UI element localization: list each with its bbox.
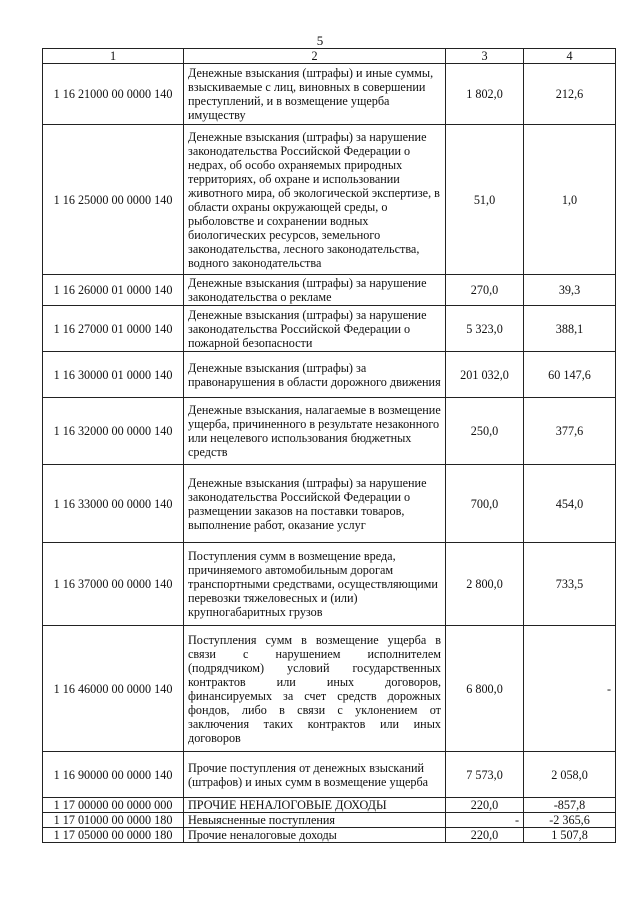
revenue-name: Денежные взыскания (штрафы) за нарушение законодательства о рекламе	[184, 275, 446, 306]
table-row	[43, 626, 616, 752]
revenue-table	[42, 48, 616, 843]
page-number: 5	[316, 33, 324, 48]
actual-value: 1 507,8	[524, 828, 616, 843]
plan-value: -	[446, 813, 524, 828]
actual-value: -	[524, 626, 616, 752]
budget-code: 1 16 26000 01 0000 140	[43, 275, 184, 306]
plan-value: 250,0	[446, 398, 524, 465]
table-row	[43, 752, 616, 798]
header-cell: 4	[524, 49, 616, 64]
revenue-name: Поступления сумм в возмещение вреда, причиняемого автомобильным дорогам транспортными средствами, осуществляющими перевозки тяжеловесных и (или) крупногабаритных грузов	[184, 543, 446, 626]
budget-code: 1 17 05000 00 0000 180	[43, 828, 184, 843]
table-row	[43, 398, 616, 465]
actual-value: 212,6	[524, 64, 616, 125]
actual-value: 39,3	[524, 275, 616, 306]
plan-value: 2 800,0	[446, 543, 524, 626]
revenue-name: Денежные взыскания (штрафы) за нарушение законодательства Российской Федерации о недрах, об особо охраняемых природных территориях, об охране и использовании животного мира, об экологической экспертизе, в области охраны окружающей среды, о рыболовстве и сохранении водных биологических ресурсов, земельного законодательства, лесного законодательства, водного законодательства	[184, 125, 446, 275]
actual-value: 60 147,6	[524, 352, 616, 398]
actual-value: 377,6	[524, 398, 616, 465]
revenue-name: Денежные взыскания (штрафы) за правонарушения в области дорожного движения	[184, 352, 446, 398]
budget-code: 1 16 90000 00 0000 140	[43, 752, 184, 798]
budget-code: 1 16 33000 00 0000 140	[43, 465, 184, 543]
table-row	[43, 125, 616, 275]
actual-value: 733,5	[524, 543, 616, 626]
revenue-name: Денежные взыскания (штрафы) за нарушение законодательства Российской Федерации о пожарной безопасности	[184, 306, 446, 352]
revenue-name: Денежные взыскания, налагаемые в возмещение ущерба, причиненного в результате незаконного или нецелевого использования бюджетных средств	[184, 398, 446, 465]
header-cell: 3	[446, 49, 524, 64]
budget-code: 1 16 27000 01 0000 140	[43, 306, 184, 352]
revenue-name: Прочие неналоговые доходы	[184, 828, 446, 843]
table-row	[43, 798, 616, 813]
revenue-name: Денежные взыскания (штрафы) за нарушение законодательства Российской Федерации о размещении заказов на поставки товаров, выполнение работ, оказание услуг	[184, 465, 446, 543]
plan-value: 6 800,0	[446, 626, 524, 752]
budget-code: 1 17 01000 00 0000 180	[43, 813, 184, 828]
revenue-name: ПРОЧИЕ НЕНАЛОГОВЫЕ ДОХОДЫ	[184, 798, 446, 813]
table-row	[43, 543, 616, 626]
table-row	[43, 465, 616, 543]
budget-code: 1 16 21000 00 0000 140	[43, 64, 184, 125]
actual-value: -857,8	[524, 798, 616, 813]
table-row	[43, 352, 616, 398]
budget-code: 1 16 32000 00 0000 140	[43, 398, 184, 465]
budget-code: 1 16 25000 00 0000 140	[43, 125, 184, 275]
table-row	[43, 828, 616, 843]
plan-value: 7 573,0	[446, 752, 524, 798]
table-row	[43, 275, 616, 306]
plan-value: 51,0	[446, 125, 524, 275]
plan-value: 220,0	[446, 828, 524, 843]
actual-value: 1,0	[524, 125, 616, 275]
budget-code: 1 16 37000 00 0000 140	[43, 543, 184, 626]
actual-value: 2 058,0	[524, 752, 616, 798]
table-row	[43, 64, 616, 125]
table-header-row	[43, 49, 616, 64]
budget-code: 1 17 00000 00 0000 000	[43, 798, 184, 813]
revenue-name: Денежные взыскания (штрафы) и иные суммы, взыскиваемые с лиц, виновных в совершении преступлений, и в возмещение ущерба имуществу	[184, 64, 446, 125]
plan-value: 220,0	[446, 798, 524, 813]
actual-value: 454,0	[524, 465, 616, 543]
revenue-name: Невыясненные поступления	[184, 813, 446, 828]
table-row	[43, 813, 616, 828]
plan-value: 700,0	[446, 465, 524, 543]
revenue-name: Поступления сумм в возмещение ущерба в связи с нарушением исполнителем (подрядчиком) условий государственных контрактов или иных договоров, финансируемых за счет средств дорожных фондов, либо в связи с уклонением от заключения таких контрактов или иных договоров	[184, 626, 446, 752]
table-row	[43, 306, 616, 352]
actual-value: 388,1	[524, 306, 616, 352]
header-cell: 2	[184, 49, 446, 64]
plan-value: 1 802,0	[446, 64, 524, 125]
header-cell: 1	[43, 49, 184, 64]
budget-code: 1 16 46000 00 0000 140	[43, 626, 184, 752]
plan-value: 270,0	[446, 275, 524, 306]
plan-value: 5 323,0	[446, 306, 524, 352]
actual-value: -2 365,6	[524, 813, 616, 828]
budget-code: 1 16 30000 01 0000 140	[43, 352, 184, 398]
revenue-name: Прочие поступления от денежных взысканий (штрафов) и иных сумм в возмещение ущерба	[184, 752, 446, 798]
plan-value: 201 032,0	[446, 352, 524, 398]
